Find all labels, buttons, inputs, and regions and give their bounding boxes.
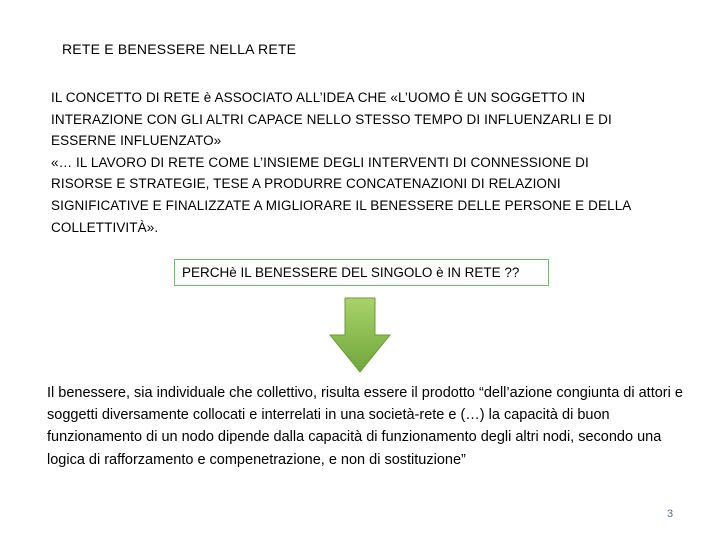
slide-title: RETE E BENESSERE NELLA RETE (62, 41, 297, 57)
page-number: 3 (667, 508, 674, 520)
question-box: PERCHè IL BENESSERE DEL SINGOLO è IN RETE ?? (174, 259, 549, 286)
concept-text-block (51, 87, 651, 238)
down-arrow-icon (329, 297, 391, 373)
concept-paragraph-2: «… IL LAVORO DI RETE COME L’INSIEME DEGLI INTERVENTI DI CONNESSIONE DI RISORSE E STRATEGIE, TESE A PRODURRE CONCATENAZIONI DI RELAZIONI SIGNIFICATIVE E FINALIZZATE A MIGLIORARE IL BENESSERE DELLE PERSONE E DELLA COLLETTIVITÀ». (51, 154, 631, 235)
wellbeing-paragraph: Il benessere, sia individuale che collettivo, risulta essere il prodotto “dell’azione congiunta di attori e soggetti diversamente collocati e interrelati in una società-rete e (…) la capacità di buon funzionamento di un nodo dipende dalla capacità di funzionamento degli altri nodi, secondo una logica di rafforzamento e compenetrazione, e non di sostituzione” (47, 385, 683, 468)
concept-paragraph-1: IL CONCETTO DI RETE è ASSOCIATO ALL’IDEA CHE «L’UOMO È UN SOGGETTO IN INTERAZIONE CON GLI ALTRI CAPACE NELLO STESSO TEMPO DI INFLUENZARLI E DI ESSERNE INFLUENZATO» (51, 90, 612, 149)
